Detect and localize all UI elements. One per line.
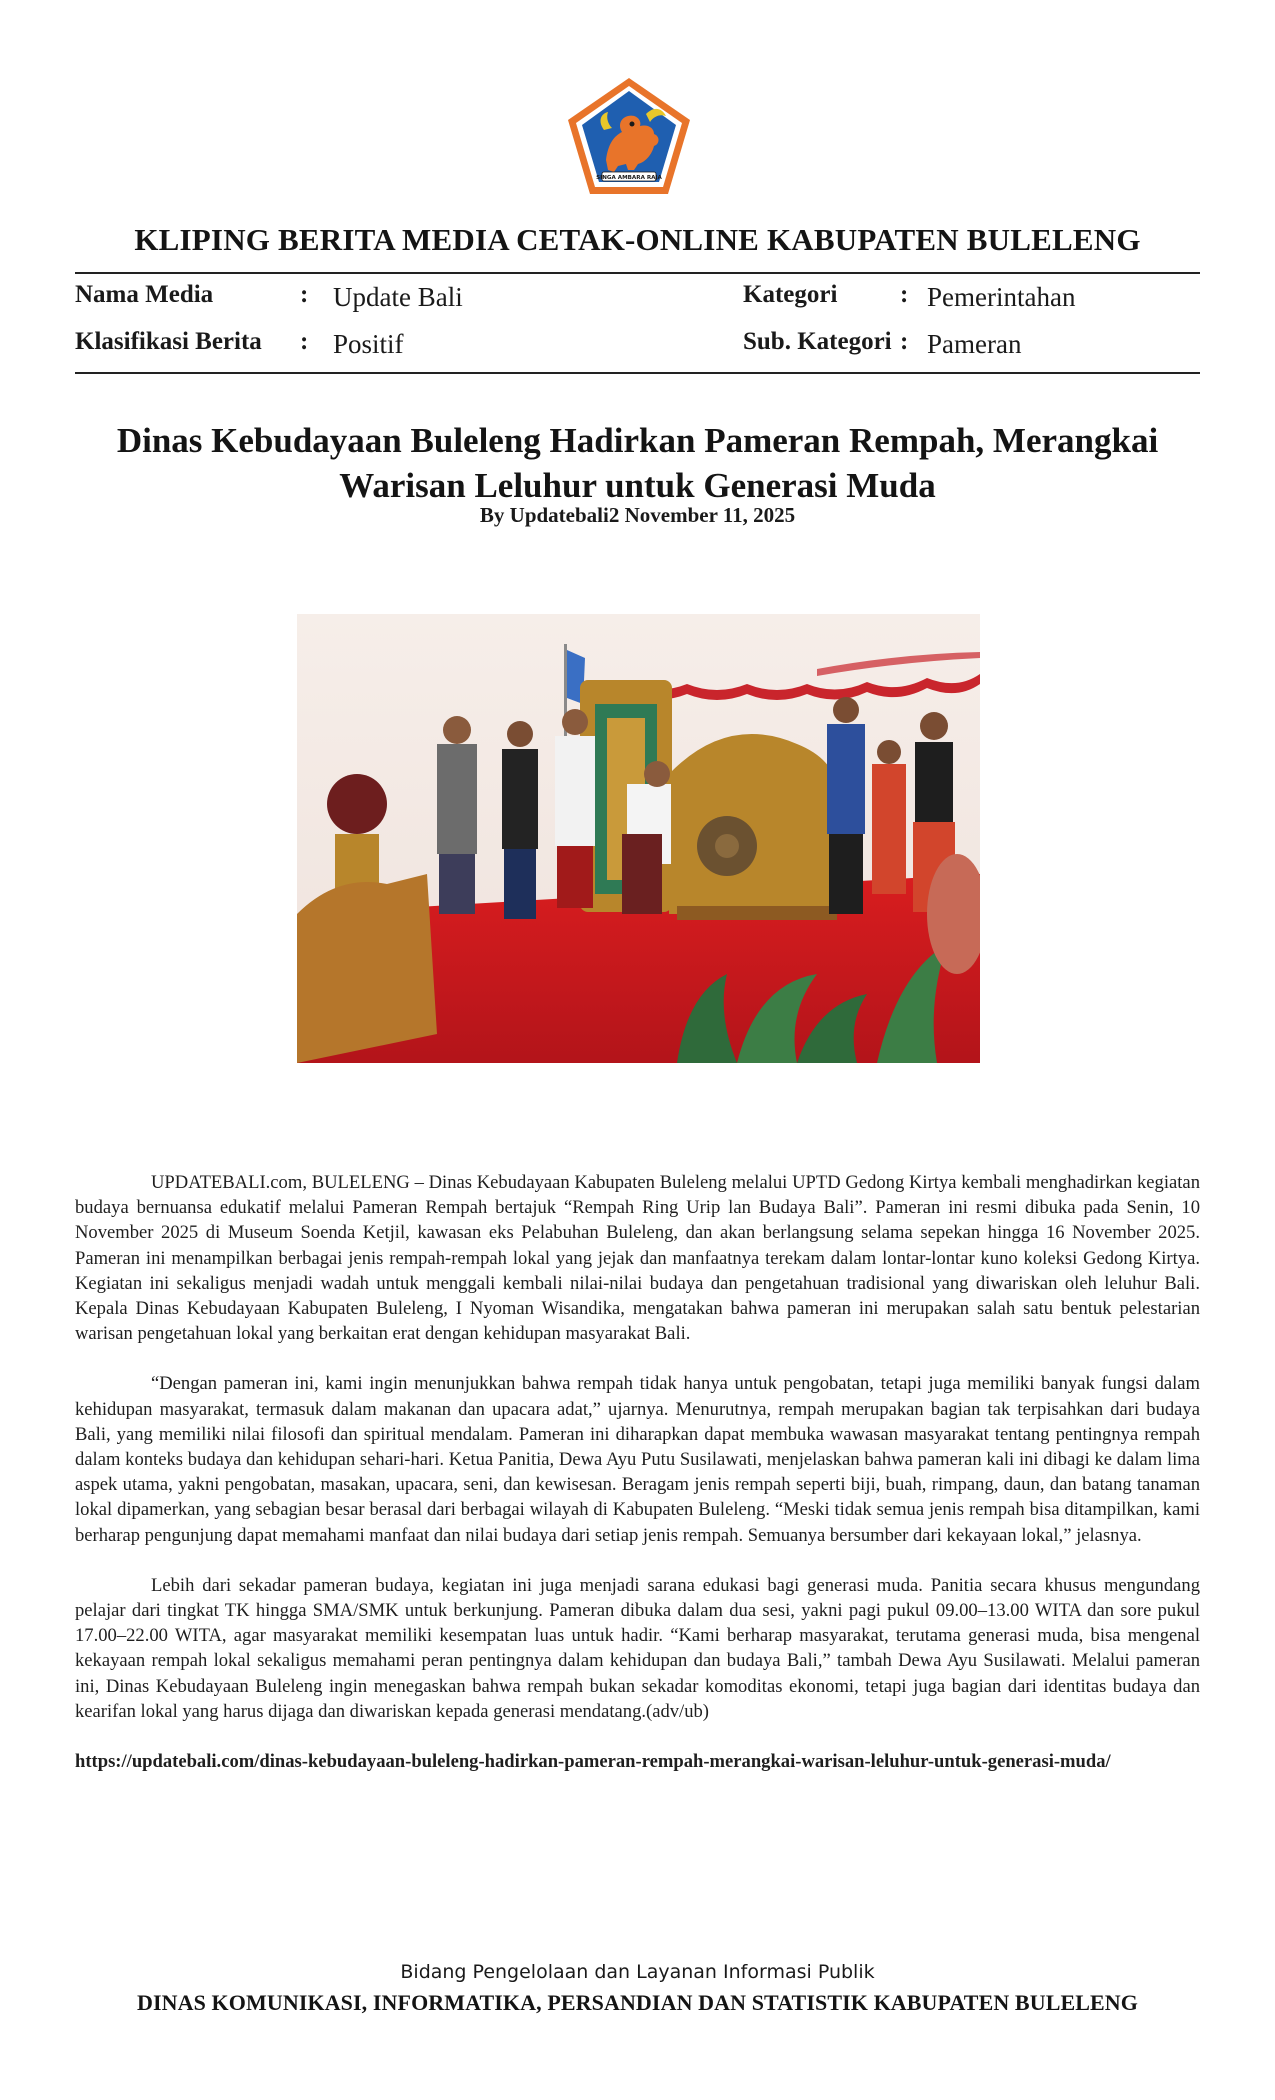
source-url-link[interactable]: https://updatebali.com/dinas-kebudayaan-buleleng-hadirkan-pameran-rempah-merangkai-warisan-leluhur-untuk-generasi-muda/ xyxy=(75,1751,1111,1773)
article-photo xyxy=(297,614,980,1063)
article-paragraph: Lebih dari sekadar pameran budaya, kegiatan ini juga menjadi sarana edukasi bagi generasi muda. Panitia secara khusus mengundang pelajar dari tingkat TK hingga SMA/SMK untuk berkunjung. Pameran dibuka dalam dua sesi, yakni pagi pukul 09.00–13.00 WITA dan sore pukul 17.00–22.00 WITA, agar masyarakat memiliki kesempatan luas untuk hadir. “Kami berharap masyarakat, terutama generasi muda, bisa mengenal kekayaan rempah lokal sekaligus memahami peran pentingnya dalam kehidupan dan budaya Bali,” tambah Dewa Ayu Susilawati. Melalui pameran ini, Dinas Kebudayaan Buleleng ingin menegaskan bahwa rempah bukan sekadar komoditas ekonomi, tetapi juga bagian dari identitas budaya dan kearifan lokal yang harus dijaga dan diwariskan kepada generasi mendatang.(adv/ub) xyxy=(75,1574,1200,1722)
media-name-value: Update Bali xyxy=(333,282,463,312)
media-name-colon: : xyxy=(300,281,309,308)
category-value: Pemerintahan xyxy=(927,282,1076,312)
article-byline: By Updatebali2 November 11, 2025 xyxy=(479,503,796,527)
media-name-label: Nama Media xyxy=(75,281,214,308)
article-title: Dinas Kebudayaan Buleleng Hadirkan Pameran Rempah, Merangkai Warisan Leluhur untuk Generasi Muda xyxy=(116,421,1159,505)
subcategory-value: Pameran xyxy=(927,329,1022,359)
emblem-caption: SINGA AMBARA RAJA xyxy=(596,175,662,181)
subcategory-colon: : xyxy=(900,328,909,355)
classification-value: Positif xyxy=(333,329,404,359)
footer-subtitle: Bidang Pengelolaan dan Layanan Informasi Publik xyxy=(400,1961,875,1983)
clipping-header-title: KLIPING BERITA MEDIA CETAK-ONLINE KABUPATEN BULELENG xyxy=(134,222,1141,257)
footer-agency-title: DINAS KOMUNIKASI, INFORMATIKA, PERSANDIAN DAN STATISTIK KABUPATEN BULELENG xyxy=(137,1990,1138,2015)
classification-colon: : xyxy=(300,328,309,355)
article-body xyxy=(75,1170,1200,1799)
buleleng-emblem-logo xyxy=(562,74,696,200)
header-divider-bottom xyxy=(75,372,1200,374)
article-paragraph: “Dengan pameran ini, kami ingin menunjukkan bahwa rempah tidak hanya untuk pengobatan, tetapi juga memiliki banyak fungsi dalam kehidupan masyarakat, termasuk dalam makanan dan upacara adat,” ujarnya. Menurutnya, rempah merupakan bagian tak terpisahkan dari budaya Bali, yang memiliki nilai filosofi dan spiritual mendalam. Pameran ini diharapkan dapat membuka wawasan masyarakat tentang pentingnya rempah dalam konteks budaya dan kehidupan sehari-hari. Ketua Panitia, Dewa Ayu Putu Susilawati, menjelaskan bahwa pameran kali ini dibagi ke dalam lima aspek utama, yakni pengobatan, masakan, upacara, seni, dan kewisesan. Beragam jenis rempah seperti biji, buah, rimpang, daun, dan batang tanaman lokal dipamerkan, yang sebagian besar berasal dari berbagai wilayah di Kabupaten Buleleng. “Meski tidak semua jenis rempah bisa ditampilkan, kami berharap pengunjung dapat memahami manfaat dan nilai budaya dari setiap jenis rempah. Semuanya bersumber dari kekayaan lokal,” jelasnya. xyxy=(75,1373,1200,1546)
header-divider-top xyxy=(75,272,1200,274)
category-label: Kategori xyxy=(743,281,838,308)
subcategory-label: Sub. Kategori xyxy=(743,328,892,355)
article-paragraph: UPDATEBALI.com, BULELENG – Dinas Kebudayaan Kabupaten Buleleng melalui UPTD Gedong Kirtya kembali menghadirkan kegiatan budaya bernuansa edukatif melalui Pameran Rempah bertajuk “Rempah Ring Urip lan Budaya Bali”. Pameran ini resmi dibuka pada Senin, 10 November 2025 di Museum Soenda Ketjil, kawasan eks Pelabuhan Buleleng, dan akan berlangsung selama sepekan hingga 16 November 2025. Pameran ini menampilkan berbagai jenis rempah-rempah lokal yang jejak dan manfaatnya terekam dalam lontar-lontar kuno koleksi Gedong Kirtya. Kegiatan ini sekaligus menjadi wadah untuk menggali kembali nilai-nilai budaya dan pengetahuan tradisional yang diwariskan oleh leluhur Bali. Kepala Dinas Kebudayaan Kabupaten Buleleng, I Nyoman Wisandika, mengatakan bahwa pameran ini merupakan salah satu bentuk pelestarian warisan pengetahuan lokal yang berkaitan erat dengan kehidupan masyarakat Bali. xyxy=(75,1172,1200,1345)
classification-label: Klasifikasi Berita xyxy=(75,328,262,355)
category-colon: : xyxy=(900,281,909,308)
